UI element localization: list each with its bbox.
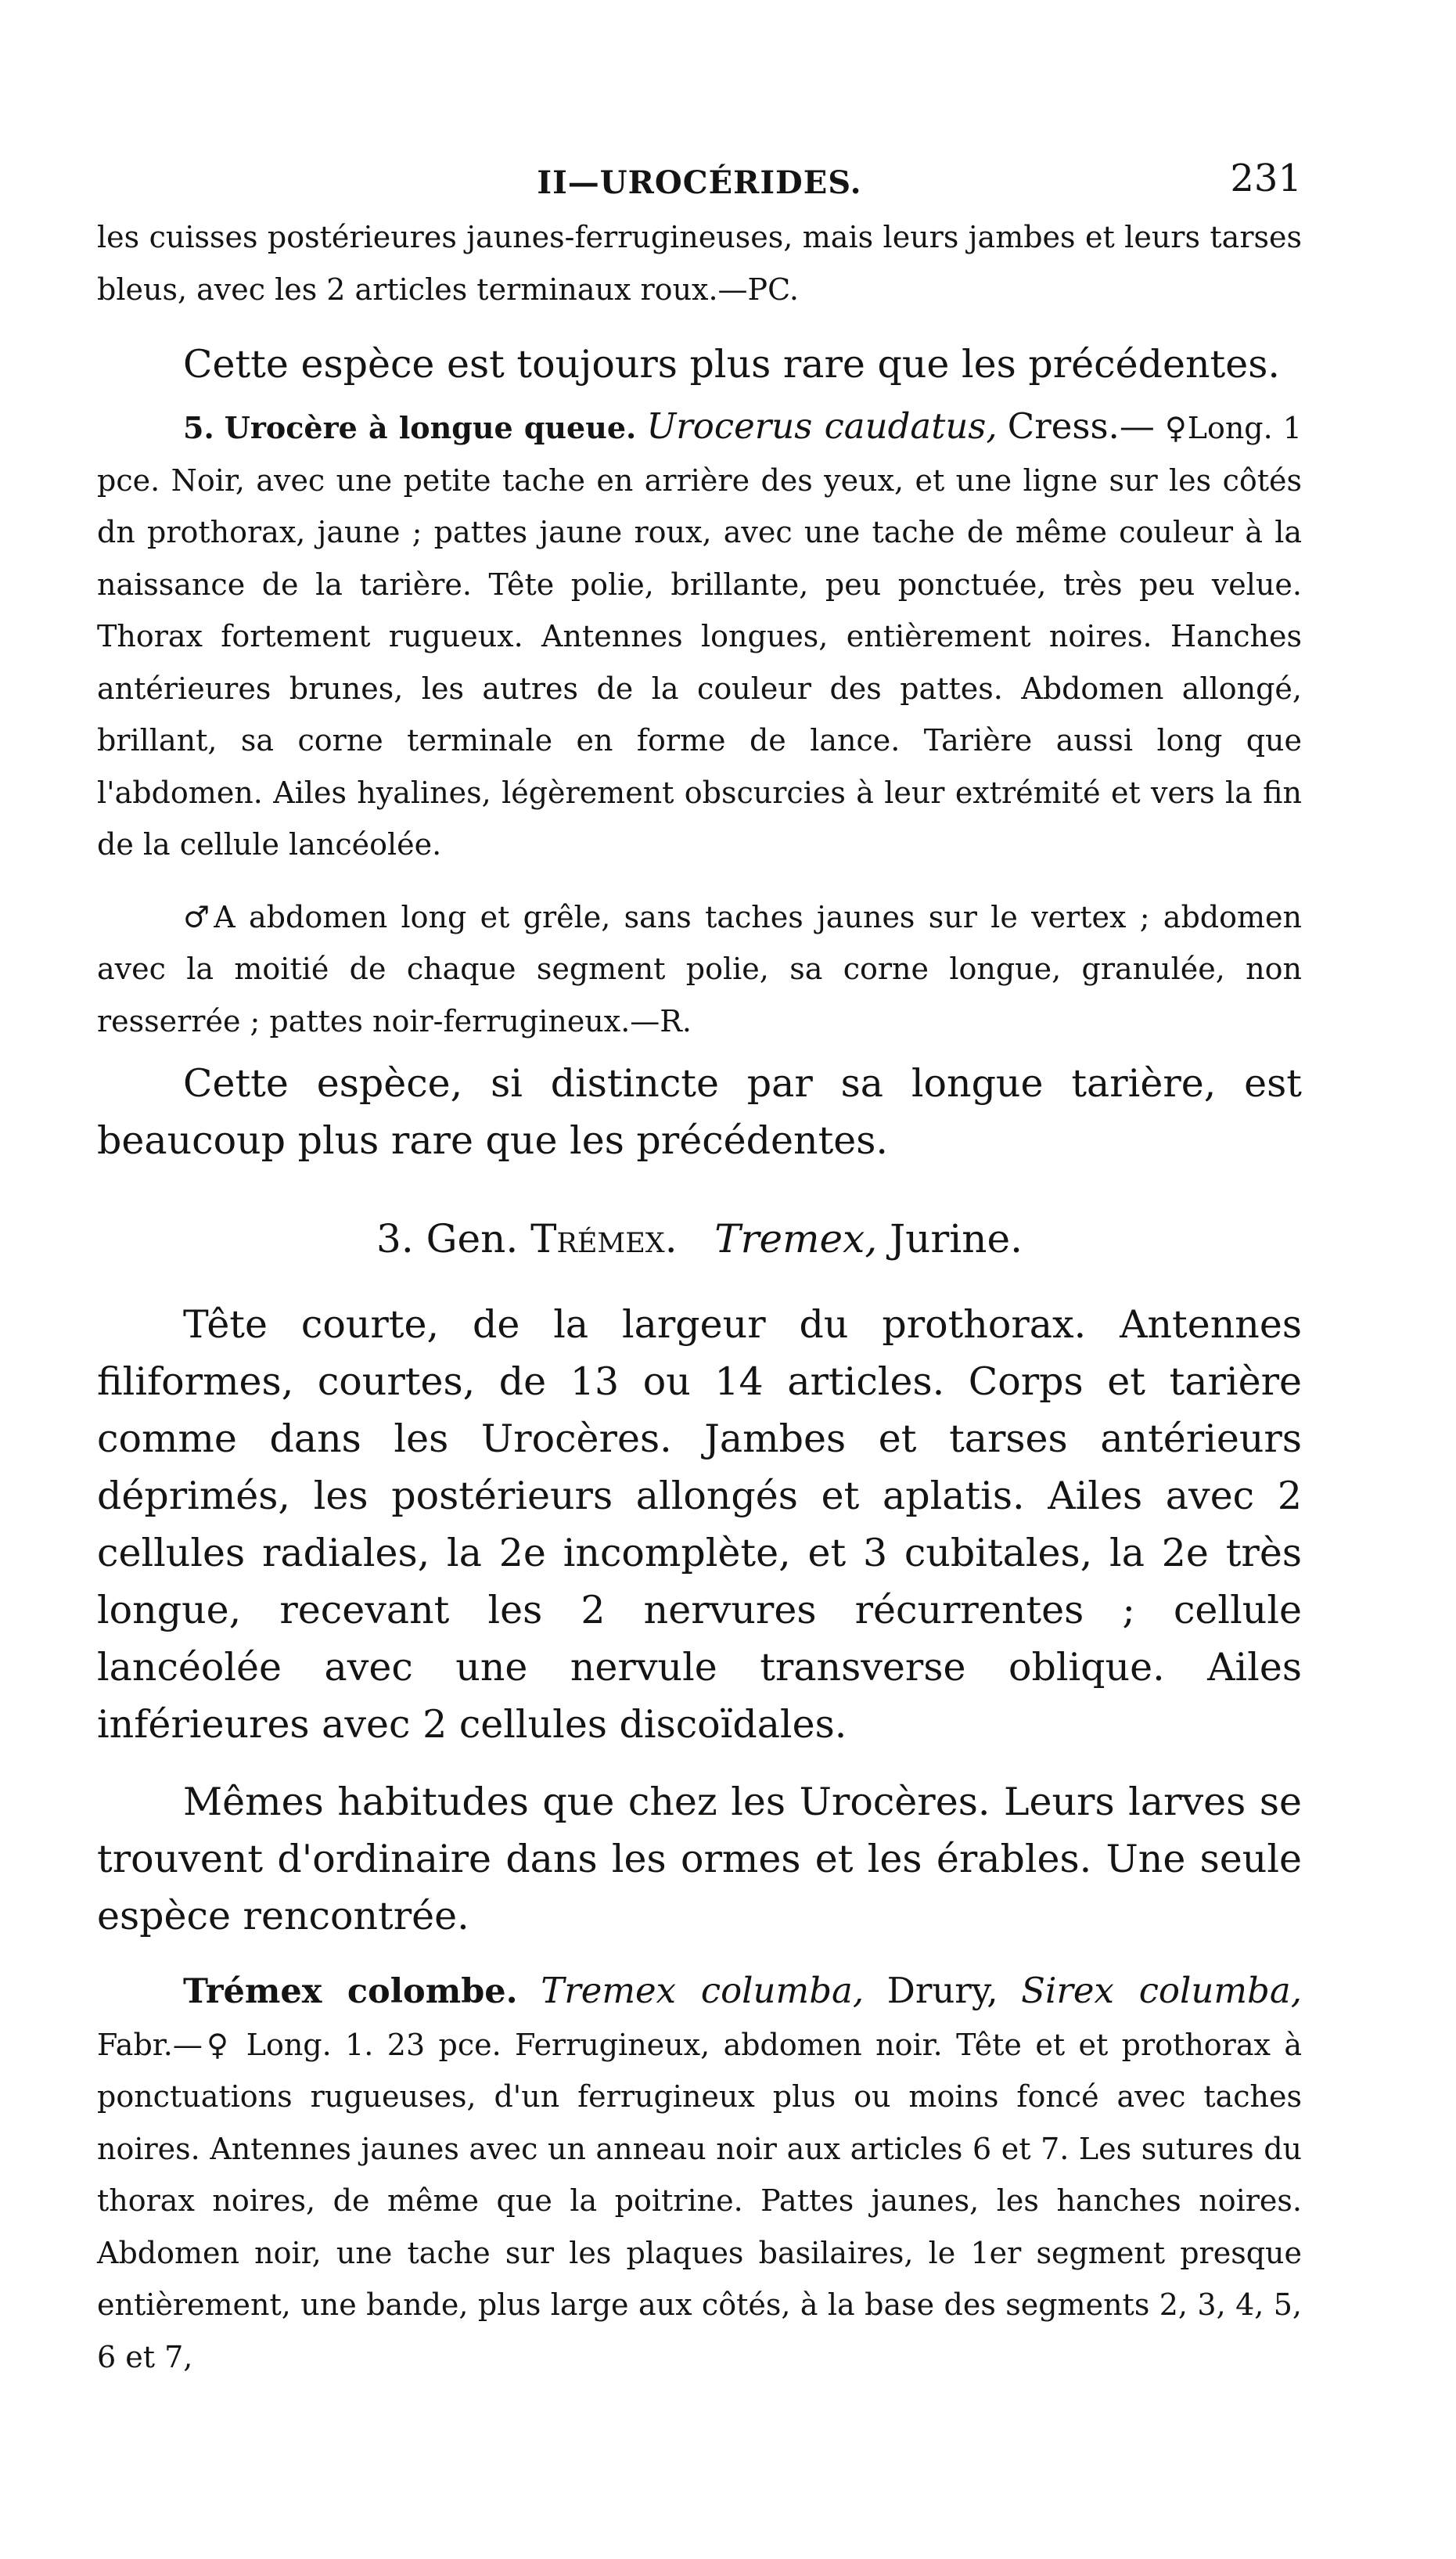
- species-author: Drury,: [886, 1970, 998, 2011]
- genus-name: Trémex.: [530, 1216, 678, 1262]
- genus-latin-name: Tremex,: [714, 1216, 878, 1262]
- genus-heading: [97, 1216, 1302, 1262]
- paragraph-distinct-note: Cette espèce, si distincte par sa longue tarière, est beaucoup plus rare que les précédentes.: [97, 1061, 1302, 1163]
- species-entry-tremex-columba: [97, 1965, 1302, 2383]
- paragraph-genus-description: Tête courte, de la largeur du prothorax. Antennes filiformes, courtes, de 13 ou 14 articles. Corps et tarière comme dans les Urocères. Jambes et tarses antérieurs déprimés, les postérieurs allongés et aplatis. Ailes avec 2 cellules radiales, la 2e incomplète, et 3 cubitales, la 2e très longue, recevant les 2 nervures récurrentes ; cellule lancéolée avec une nervule transverse oblique. Ailes inférieures avec 2 cellules discoïdales.: [97, 1302, 1302, 1747]
- genus-number: 3. Gen.: [376, 1216, 519, 1262]
- running-title: II—UROCÉRIDES.: [537, 164, 862, 201]
- species-author: Cress.—: [1007, 405, 1155, 447]
- species-entry-urocerus-caudatus: [97, 401, 1302, 871]
- species-common-name: Urocère à longue queue.: [224, 410, 637, 445]
- paragraph-rarity-note: Cette espèce est toujours plus rare que les précédentes.: [183, 342, 1280, 387]
- paragraph-habits: Mêmes habitudes que chez les Urocères. Leurs larves se trouvent d'ordinaire dans les ormes et les érables. Une seule espèce rencontrée.: [97, 1780, 1302, 1938]
- species-description: ♀Long. 1 pce. Noir, avec une petite tache en arrière des yeux, et une ligne sur les côtés dn prothorax, jaune ; pattes jaune roux, avec une tache de même couleur à la naissance de la tarière. Tête polie, brillante, peu ponctuée, très peu velue. Thorax fortement rugueux. Antennes longues, entièrement noires. Hanches antérieures brunes, les autres de la couleur des pattes. Abdomen allongé, brillant, sa corne terminale en forme de lance. Tarière aussi long que l'abdomen. Ailes hyalines, légèrement obscurcies à leur extrémité et vers la fin de la cellule lancéolée.: [97, 411, 1302, 862]
- species-common-name: Trémex colombe.: [183, 1972, 518, 2011]
- genus-author: Jurine.: [890, 1216, 1023, 1262]
- paragraph-male-description: ♂A abdomen long et grêle, sans taches jaunes sur le vertex ; abdomen avec la moitié de chaque segment polie, sa corne longue, granulée, non resserrée ; pattes noir-ferrugineux.—R.: [97, 899, 1302, 1038]
- species-latin-name: Tremex columba,: [541, 1970, 865, 2011]
- species-synonym: Sirex columba,: [1021, 1970, 1302, 2011]
- page-number: 231: [1230, 157, 1302, 200]
- species-latin-name: Urocerus caudatus,: [646, 405, 998, 447]
- book-page: [97, 141, 1302, 2383]
- running-header: [97, 141, 1302, 211]
- species-number: 5.: [183, 410, 214, 445]
- paragraph-continuation: les cuisses postérieures jaunes-ferrugineuses, mais leurs jambes et leurs tarses bleus, avec les 2 articles terminaux roux.—PC.: [97, 220, 1302, 307]
- species-description: Fabr.—♀ Long. 1. 23 pce. Ferrugineux, abdomen noir. Tête et et prothorax à ponctuations rugueuses, d'un ferrugineux plus ou moins foncé avec taches noires. Antennes jaunes avec un anneau noir aux articles 6 et 7. Les sutures du thorax noires, de même que la poitrine. Pattes jaunes, les hanches noires. Abdomen noir, une tache sur les plaques basilaires, le 1er segment presque entièrement, une bande, plus large aux côtés, à la base des segments 2, 3, 4, 5, 6 et 7,: [97, 2027, 1302, 2374]
